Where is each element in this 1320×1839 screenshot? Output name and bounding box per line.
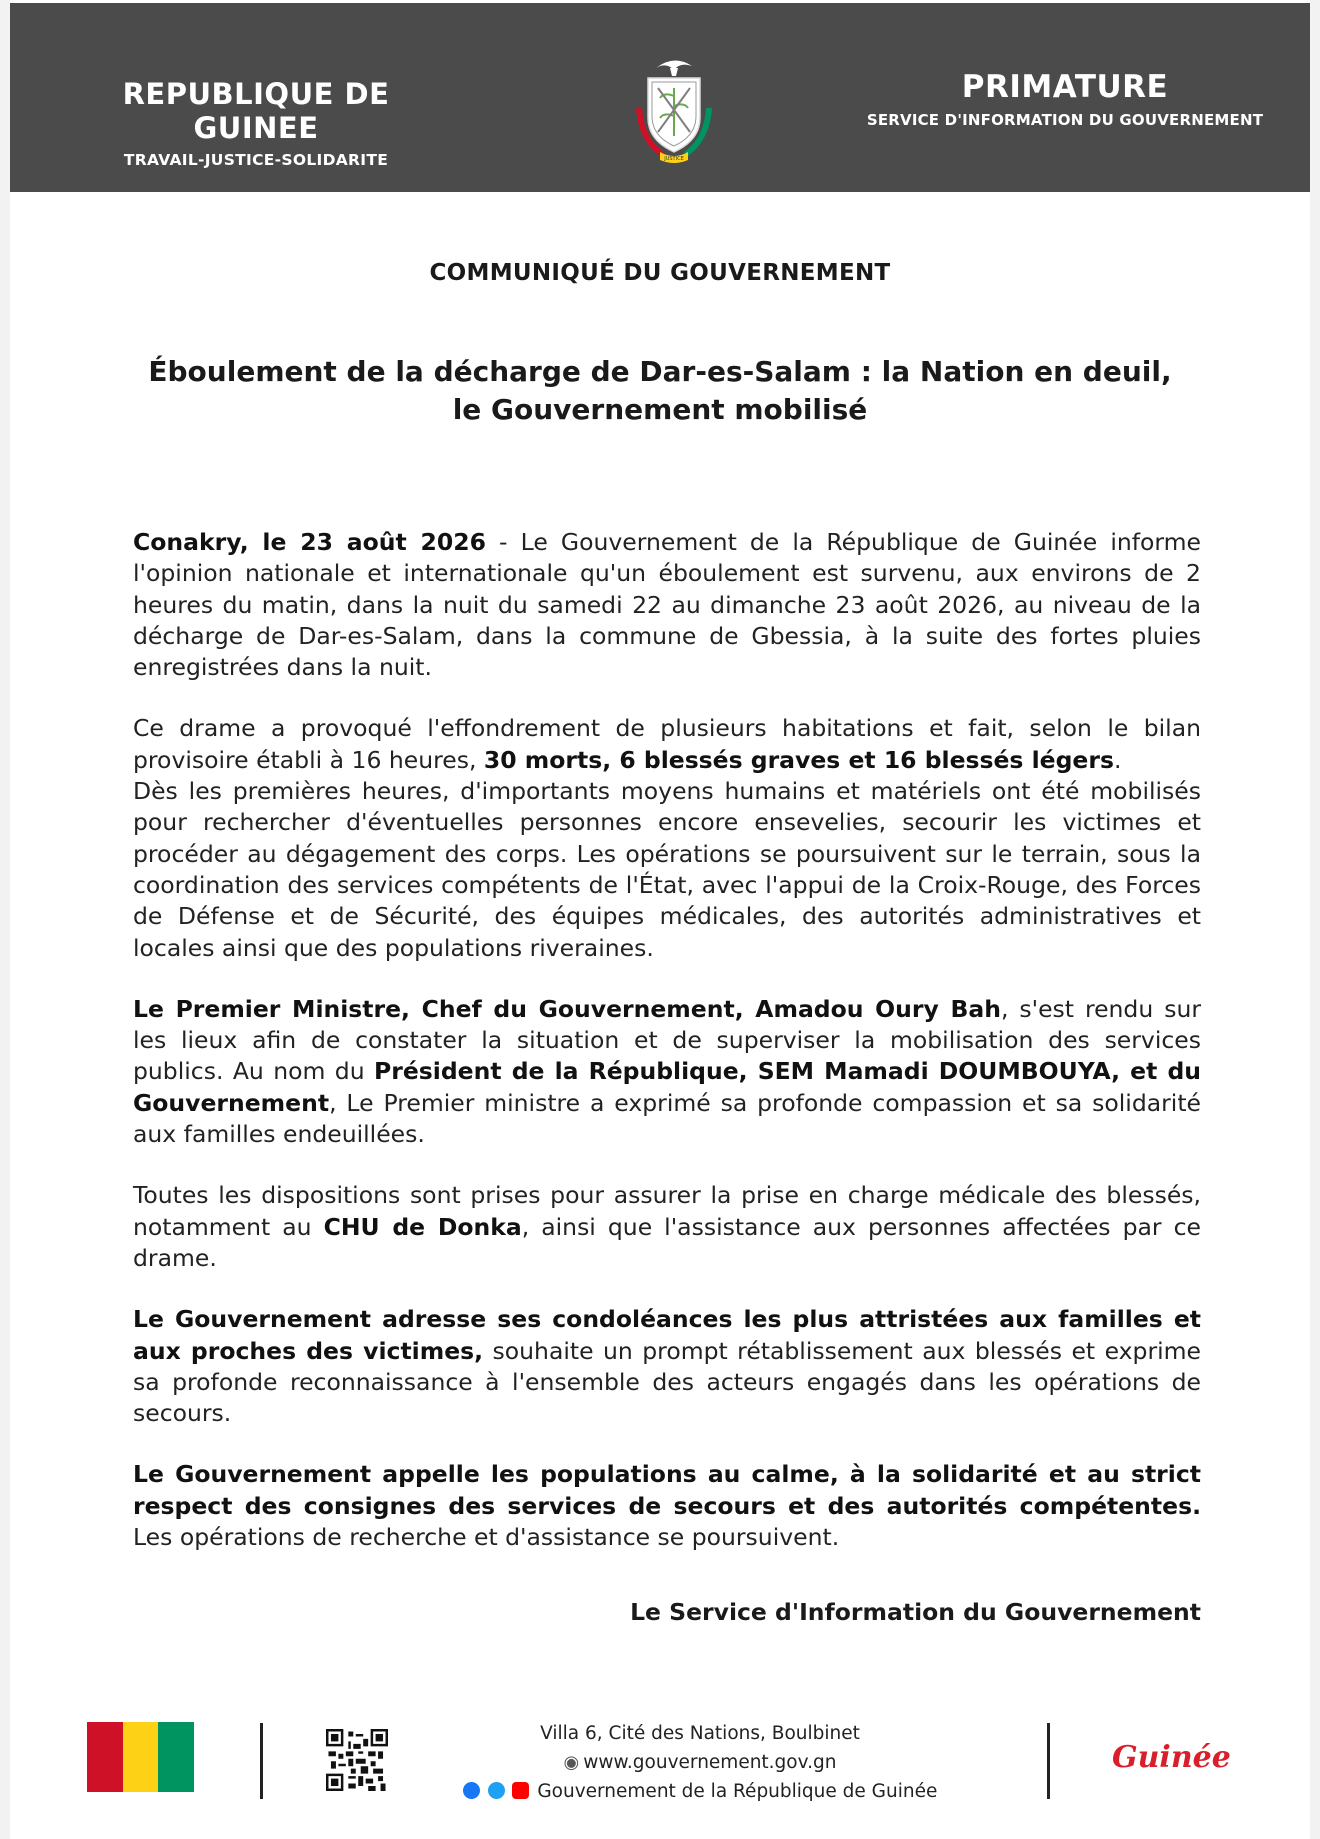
communique-body: [133, 527, 1201, 1583]
letterhead-left: [66, 77, 446, 169]
footer-address: Villa 6, Cité des Nations, Boulbinet: [540, 1723, 860, 1744]
footer-website[interactable]: www.gouvernement.gov.gn: [583, 1752, 837, 1773]
text-run: , Le Premier ministre a exprimé sa profonde compassion et sa solidarité aux familles endeuillées.: [133, 1088, 1201, 1149]
text-run: souhaite un prompt rétablissement aux blessés et exprime sa profonde reconnaissance à l'ensemble des acteurs engagés dans les opérations de secours.: [133, 1336, 1201, 1428]
bold-text-run: Conakry, le 23 août 2026: [133, 528, 486, 556]
text-run: Ce drame a provoqué l'effondrement de plusieurs habitations et fait, selon le bilan provisoire établi à 16 heures,: [133, 714, 1201, 774]
youtube-icon[interactable]: [512, 1782, 529, 1799]
footer-divider-right: [1047, 1723, 1050, 1799]
body-paragraph: [133, 713, 1201, 963]
signature: Le Service d'Information du Gouvernement: [630, 1598, 1201, 1626]
footer-social-label: Gouvernement de la République de Guinée: [537, 1781, 938, 1802]
bold-text-run: Le Gouvernement adresse ses condoléances les plus attristées aux familles et aux proches des victimes,: [133, 1305, 1201, 1365]
body-paragraph: [133, 1180, 1201, 1274]
qr-code-icon[interactable]: [326, 1729, 388, 1791]
office-name: PRIMATURE: [961, 69, 1169, 105]
flag-band-yellow: [123, 1722, 159, 1792]
bold-text-run: Le Gouvernement appelle les populations au calme, à la solidarité et au strict respect des consignes des services de secours et des autorités compétentes.: [133, 1460, 1201, 1520]
bold-text-run: Le Premier Ministre, Chef du Gouvernement, Amadou Oury Bah: [133, 994, 1001, 1023]
text-run: Dès les premières heures, d'importants moyens humains et matériels ont été mobilisés pour rechercher d'éventuelles personnes encore ensevelies, secourir les victimes et procéder au dégagement des corps. Les opérations se poursuivent sur le terrain, sous la coordination des services compétents de l'État, avec l'appui de la Croix-Rouge, des Forces de Défense et de Sécurité, des équipes médicales, des autorités administratives et locales ainsi que des populations riveraines.: [133, 777, 1201, 962]
national-motto: TRAVAIL-JUSTICE-SOLIDARITE: [123, 151, 389, 169]
text-run: Toutes les dispositions sont prises pour assurer la prise en charge médicale des blessés, notamment au: [133, 1181, 1201, 1241]
letterhead-band: [10, 3, 1310, 192]
document-type: COMMUNIQUÉ DU GOUVERNEMENT: [429, 260, 891, 286]
text-run: , s'est rendu sur les lieux afin de constater la situation et de superviser la mobilisation des services publics. Au nom du: [133, 994, 1201, 1086]
guinea-flag: [87, 1722, 194, 1792]
footer-divider-left: [260, 1723, 263, 1799]
body-paragraph: [133, 1304, 1201, 1429]
body-paragraph: [133, 527, 1201, 683]
globe-icon: ◉: [563, 1752, 580, 1773]
service-name: SERVICE D'INFORMATION DU GOUVERNEMENT: [866, 111, 1264, 129]
bold-text-run: 30 morts, 6 blessés graves et 16 blessés légers: [483, 745, 1114, 774]
text-run: Les opérations de recherche et d'assistance se poursuivent.: [133, 1523, 840, 1552]
footer-contact: [420, 1719, 980, 1806]
flag-band-red: [87, 1722, 123, 1792]
body-paragraph: [133, 994, 1201, 1150]
flag-band-green: [158, 1722, 194, 1792]
bold-text-run: CHU de Donka: [323, 1212, 522, 1241]
letterhead-right: [860, 69, 1270, 129]
facebook-icon[interactable]: [463, 1782, 480, 1799]
guinee-brand-logo: Guinée: [1112, 1740, 1231, 1775]
country-name: REPUBLIQUE DE GUINEE: [122, 77, 390, 145]
document-title: Éboulement de la décharge de Dar-es-Salam : la Nation en deuil, le Gouvernement mobilisé: [148, 355, 1172, 426]
text-run: - Le Gouvernement de la République de Guinée informe l'opinion nationale et internationale qu'un éboulement est survenu, aux environs de 2 heures du matin, dans la nuit du samedi 22 au dimanche 23 août 2026, au niveau de la décharge de Dar-es-Salam, dans la commune de Gbessia, à la suite des fortes pluies enregistrées dans la nuit.: [133, 528, 1201, 682]
footer-website-row[interactable]: [420, 1748, 980, 1777]
footer-social-row: [420, 1777, 980, 1806]
coat-of-arms-icon: [614, 48, 734, 168]
twitter-icon[interactable]: [488, 1782, 505, 1799]
emblem-banner-text: JUSTICE: [664, 156, 684, 162]
body-paragraph: [133, 1459, 1201, 1553]
bold-text-run: Président de la République, SEM Mamadi DOUMBOUYA, et du Gouvernement: [133, 1057, 1201, 1117]
text-run: .: [1113, 745, 1122, 774]
text-run: , ainsi que l'assistance aux personnes affectées par ce drame.: [133, 1212, 1201, 1272]
